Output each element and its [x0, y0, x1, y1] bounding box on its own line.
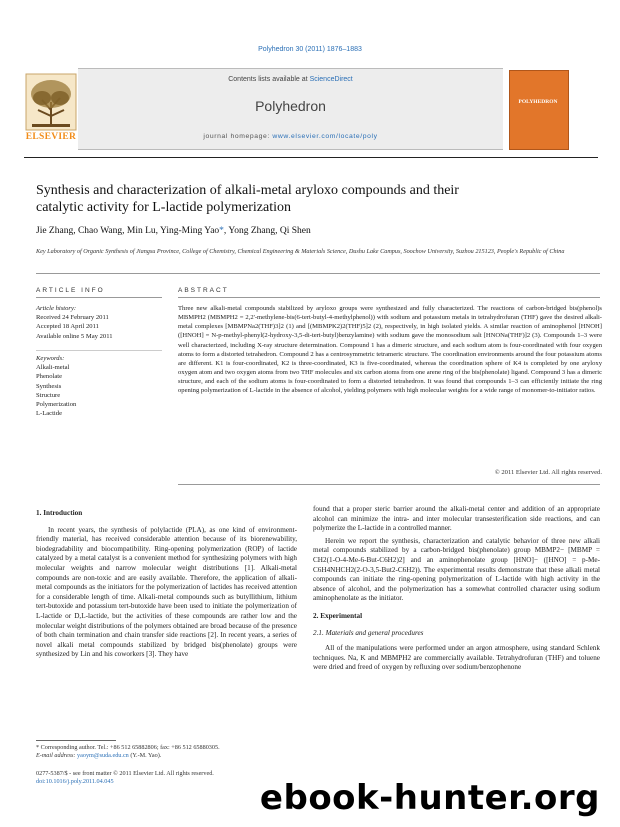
article-title — [36, 182, 596, 216]
experimental-heading: 2. Experimental — [313, 611, 363, 620]
abstract-end-rule — [178, 484, 600, 485]
abstract-copyright: © 2011 Elsevier Ltd. All rights reserved. — [494, 469, 602, 476]
elsevier-wordmark: ELSEVIER — [25, 132, 77, 142]
body-column-right — [313, 505, 600, 676]
author-list — [36, 226, 596, 236]
article-info-heading: ARTICLE INFO — [36, 287, 105, 294]
authors-primary: Jie Zhang, Chao Wang, Min Lu, Ying-Ming Yao — [36, 226, 220, 236]
keyword-item: Alkali-metal — [36, 364, 70, 372]
email-suffix: (Y.-M. Yao). — [128, 752, 162, 759]
history-accepted: Accepted 18 April 2011 — [36, 323, 99, 331]
homepage-prefix: journal homepage: — [203, 133, 273, 140]
title-rule — [36, 273, 600, 274]
keyword-item: Polymerization — [36, 401, 77, 409]
footnote-rule — [36, 740, 116, 741]
body-column-left — [36, 505, 297, 663]
history-label: Article history: — [36, 305, 77, 312]
email-link[interactable]: yaoym@suda.edu.cn — [77, 752, 129, 759]
keyword-item: L-Lactide — [36, 410, 62, 418]
footnote-contact: * Corresponding author. Tel.: +86 512 65882806; fax: +86 512 65880305. — [36, 744, 220, 751]
watermark-text: ebook-hunter.org — [259, 778, 600, 818]
affiliation: Key Laboratory of Organic Synthesis of Jiangsu Province, College of Chemistry, Chemical Engineering & Materials Science, Dushu Lake Campus, Soochow University, Suzhou 215123, People's Republic of China — [36, 248, 565, 255]
article-info-rule — [36, 297, 162, 298]
article-title-line-1: Synthesis and characterization of alkali-metal aryloxo compounds and their — [36, 183, 459, 198]
introduction-paragraph: In recent years, the synthesis of polylactide (PLA), as one kind of environment-friendly material, has received considerable attention because of its biorenewability, biodegradability and biocompatibility. Ring-opening polymerization (ROP) of lactide catalyzed by a metal catalyst is a convenient method for synthesizing polymers with high molecular weights and narrow molecular weight distributions [1]. Alkali-metal compounds are non-toxic and are easily available. Therefore, the application of alkali-metal compounds as the initiators for the polymerization of lactides has received attention for a considerable length of time. Alkali-metal compounds such as butyllithium, lithium tert-butoxide and potassium tert-butoxide have been used to initiate the polymerization of L-lactide or D,L-lactide, but the activities of these compounds are rather low and the molecular weight distributions of the polymers obtained are broad because of the presence of both chain termination and chain transfer side reactions [2]. In recent years, a series of novel alkali metal compounds stabilized by bridged bis(phenolate) groups were synthesized by Lin and his coworkers [3]. They have — [36, 525, 297, 659]
keyword-item: Structure — [36, 391, 61, 399]
history-rule — [36, 350, 162, 351]
contents-prefix: Contents lists available at — [228, 76, 310, 83]
introduction-paragraph-continued: found that a proper steric barrier around the alkali-metal center and addition of an appropriate alcohol can minimize the intra- and inter molecular transesterification side reactions, and can polymerize the L-lactide in a controlled manner. — [313, 505, 600, 533]
abstract-text: Three new alkali-metal compounds stabilized by aryloxo groups were synthesized and fully characterized. The reactions of carbon-bridged bis(phenol)s MBMPH2 (MBMPH2 = 2,2'-methylene-bis(6-tert-butyl-4-methylphenol)) with sodium and potassium metals in tetrahydrofuran (THF) gave the desired alkali-metal complexes [MBMPNa2(THF)3]2 (1) and [(MBMPK2)2(THF)5]2 (2), respectively, in high isolated yields. A similar reaction of aminophenol [HNOH] ([HNOH] = N-p-methyl-phenyl(2-hydroxy-3,5-di-tert-butyl)benzylamine) with sodium gave the monosodium salt [HNONa(THF)]2 (3). Compounds 1–3 were well characterized, including X-ray structure determination. Compound 1 has a dimeric structure, and each sodium atom is four-coordinated with four oxygen atoms to form a distorted tetrahedron. Compound 2 has a centrosymmetric tetrameric structure. The coordination environments around the four potassium atoms are different. K1 is four-coordinated, K2 is three-coordinated, K3 is five-coordinated, whereas the coordination sphere of K4 is completed by one aryloxy oxygen atom and two oxygen atoms from two THF molecules and six carbon atoms from one arene ring of the bis(phenolate) ligand. Compound 3 has a dimeric structure, and each of the sodium atoms is four-coordinated to form a distorted tetrahedron. It was found that compounds 1–3 can efficiently initiate the ring opening polymerization of L-lactide in the absence of alcohol, yielding polymers with high molecular weights for a wide range of monomer-to-initiator ratios. — [178, 305, 602, 395]
introduction-paragraph: Herein we report the synthesis, characterization and catalytic behavior of three new alkali metal compounds stabilized by a carbon-bridged bis(phenolate) group MBMP2− [MBMP = CH2(1-O-4-Me-6-But-C6H2)2] and an aminophenolate group [HNO]− ([HNO] = p-Me-C6H4NHCH2(2-O-3,5-But2-C6H2)). The experimental results demonstrate that these alkali metal compounds can initiate the ring-opening polymerization of L-lactide with high activity in the absence of alcohol, and the polymerization has a somewhat controlled character using sodium aminophenolate as the initiator. — [313, 536, 600, 603]
experimental-paragraph: All of the manipulations were performed under an argon atmosphere, using standard Schlenk techniques. Na, K and MBMPH2 are commercially available. Tetrahydrofuran (THF) and toluene were dried and freed of oxygen by refluxing over sodium/benzophenone — [313, 644, 600, 672]
doi-link[interactable]: doi:10.1016/j.poly.2011.04.045 — [36, 778, 114, 785]
email-label: E-mail address: — [36, 752, 78, 759]
history-received: Received 24 February 2011 — [36, 314, 109, 322]
materials-subheading: 2.1. Materials and general procedures — [313, 628, 424, 637]
header-rule — [24, 157, 598, 158]
authors-rest: , Yong Zhang, Qi Shen — [223, 226, 311, 236]
keywords-label: Keywords: — [36, 355, 65, 362]
abstract-rule — [178, 297, 600, 298]
sciencedirect-link[interactable]: ScienceDirect — [309, 76, 353, 83]
article-history — [36, 304, 162, 341]
abstract-heading: ABSTRACT — [178, 287, 229, 294]
keywords-list — [36, 354, 162, 418]
corresponding-author-footnote — [36, 744, 297, 760]
keyword-item: Phenolate — [36, 373, 63, 381]
homepage-link[interactable]: www.elsevier.com/locate/poly — [272, 133, 378, 140]
contents-line — [78, 76, 503, 83]
article-title-line-2: catalytic activity for L-lactide polymerization — [36, 200, 292, 215]
history-online: Available online 5 May 2011 — [36, 332, 113, 340]
journal-cover-title: POLYHEDRON — [518, 99, 558, 105]
journal-name: Polyhedron — [255, 98, 326, 114]
journal-reference[interactable]: Polyhedron 30 (2011) 1876–1883 — [258, 46, 362, 53]
journal-cover-thumbnail[interactable] — [509, 70, 569, 150]
corresponding-author-marker[interactable]: * — [219, 226, 224, 236]
introduction-heading: 1. Introduction — [36, 509, 83, 517]
keyword-item: Synthesis — [36, 382, 62, 390]
issn-line: 0277-5387/$ - see front matter © 2011 Elsevier Ltd. All rights reserved. — [36, 770, 214, 777]
journal-homepage — [78, 133, 503, 140]
